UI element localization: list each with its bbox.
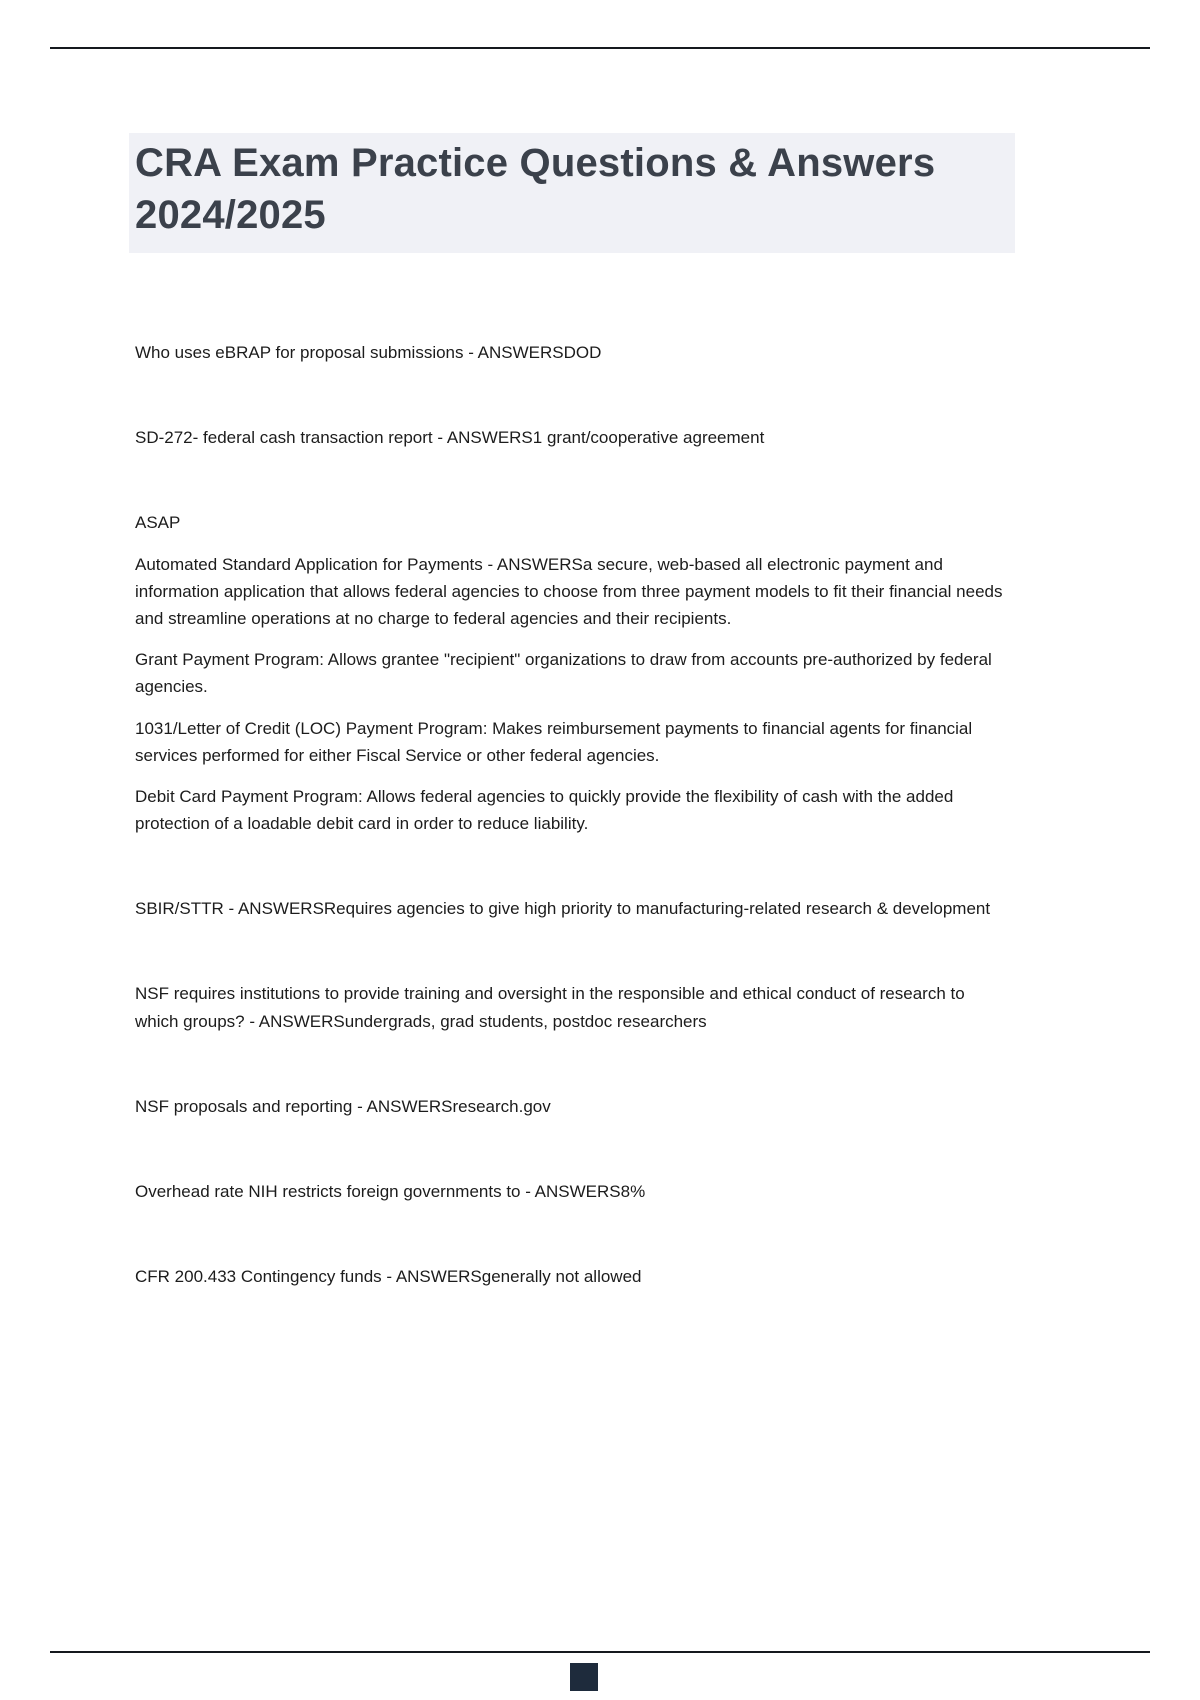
qa-block [135, 1093, 1007, 1120]
qa-block [135, 339, 1007, 366]
qa-paragraph: ASAP [135, 513, 181, 533]
qa-paragraph: CFR 200.433 Contingency funds - ANSWERSgenerally not allowed [135, 1267, 642, 1287]
page-title: CRA Exam Practice Questions & Answers 2024/2025 [129, 133, 1015, 253]
qa-block [135, 980, 1007, 1034]
qa-paragraph: Debit Card Payment Program: Allows federal agencies to quickly provide the flexibility of cash with the added protection of a loadable debit card in order to reduce liability. [135, 786, 954, 834]
qa-paragraph: 1031/Letter of Credit (LOC) Payment Program: Makes reimbursement payments to financial agents for financial services performed for either Fiscal Service or other federal agencies. [135, 718, 973, 765]
qa-block [135, 509, 1007, 837]
footer-page-marker [570, 1663, 598, 1691]
qa-paragraph: Grant Payment Program: Allows grantee "recipient" organizations to draw from accounts pre-authorized by federal agencies. [135, 650, 992, 697]
qa-paragraph: Overhead rate NIH restricts foreign governments to - ANSWERS8% [135, 1182, 646, 1201]
document-content [135, 133, 1007, 1348]
qa-paragraph: Who uses eBRAP for proposal submissions - ANSWERSDOD [135, 343, 602, 362]
qa-block [135, 424, 1007, 451]
qa-block [135, 1178, 1007, 1205]
qa-paragraph: SD-272- federal cash transaction report - ANSWERS1 grant/cooperative agreement [135, 428, 765, 448]
qa-paragraph: NSF requires institutions to provide training and oversight in the responsible and ethical conduct of research to which groups? - ANSWERSundergrads, grad students, postdoc researchers [135, 984, 965, 1031]
qa-paragraph: SBIR/STTR - ANSWERSRequires agencies to give high priority to manufacturing-related research & development [135, 899, 991, 919]
qa-block [135, 1263, 1007, 1290]
qa-paragraph: Automated Standard Application for Payments - ANSWERSa secure, web-based all electronic payment and information application that allows federal agencies to choose from three payment models to fit their financial needs and streamline operations at no charge to federal agencies and their recipients. [135, 554, 1003, 628]
bottom-rule [50, 1651, 1150, 1653]
top-rule [50, 47, 1150, 49]
qa-paragraph: NSF proposals and reporting - ANSWERSresearch.gov [135, 1096, 551, 1116]
qa-block [135, 895, 1007, 922]
